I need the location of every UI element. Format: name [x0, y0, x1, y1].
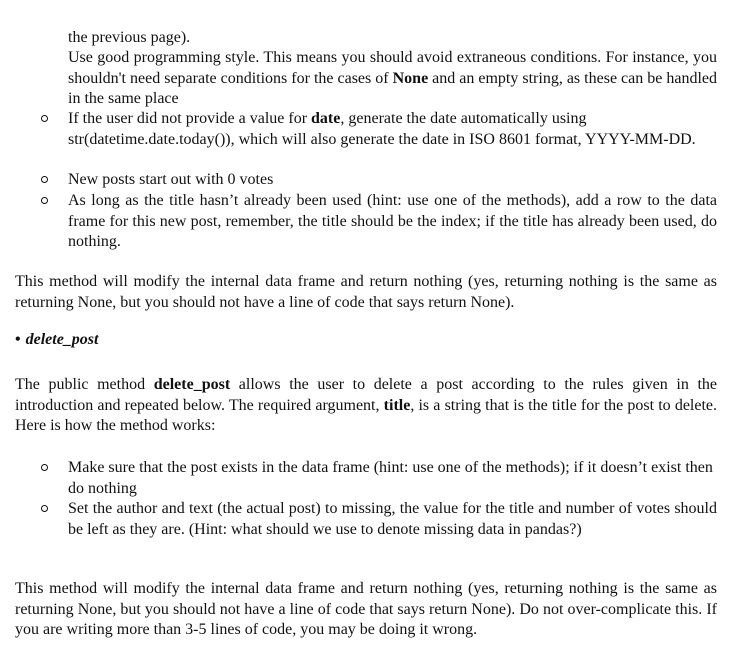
- circle-bullet-icon: [41, 197, 48, 204]
- none-keyword: None: [392, 69, 429, 87]
- document-page: the previous page). Use good programming style. This means you should avoid extraneous conditions. For instance, you shouldn't need separate conditions for the cases of None and an empty string, as these can be handled in the same place If the user did not provide a value for date, generate the date automatically using str(datetime.date.today()), which will also generate the date in ISO 8601 format, YYYY-MM-DD. New posts start out with 0 votes As long as the title hasn’t already been used (hint: use one of the methods), add a row to the data frame for this new post, remember, the title should be the index; if the title has already been used, do nothing. This method will modify the internal data frame and return nothing (yes, returning nothing is the same as returning None, but you should not have a line of code that says return None). • delete_post The public method delete_post allows the user to delete a post according to the rules given in the introduction and repeated below. The required argument, title, is a string that is the title for the post to delete. Here is how the method works: Make sure that the post exists in the data frame (hint: use one of the methods); if it doesn’t exist then do nothing Set the author and text (the actual post) to missing, the value for the title and number of votes should be left as they are. (Hint: what should we use to denote missing data in pandas?) This method will modify the internal data frame and return nothing (yes, returning nothing is the same as returning None, but you should not have a line of code that says return None). Do not over-complicate this. If you are writing more than 3-5 lines of code, you may be doing it wrong.: [0, 0, 748, 652]
- paragraph-intro: The public method delete_post allows the user to delete a post according to the rules given in the introduction and repeated below. The required argument, title, is a string that is the title for the post to delete. Here is how the method works:: [15, 376, 718, 434]
- style-note: Use good programming style. This means you should avoid extraneous conditions. For instance, you shouldn't need separate conditions for the cases of None and an empty string, as these can be handled in the same place: [68, 49, 718, 107]
- arg-name: title: [383, 396, 411, 414]
- circle-bullet-icon: [41, 115, 48, 122]
- section-heading: • delete_post: [15, 331, 99, 348]
- heading-bullet-icon: •: [15, 331, 21, 348]
- paragraph-return-note: This method will modify the internal data frame and return nothing (yes, returning nothing is the same as returning None, but you should not have a line of code that says return None).: [15, 273, 717, 311]
- continuation-line: the previous page).: [68, 29, 191, 46]
- paragraph-final-note: This method will modify the internal data frame and return nothing (yes, returning nothing is the same as returning None, but you should not have a line of code that says return None). Do not over-complicate this. If you are writing more than 3-5 lines of code, you may be doing it wrong.: [15, 580, 717, 638]
- method-name: delete_post: [153, 376, 231, 393]
- date-keyword: date: [311, 110, 341, 127]
- circle-bullet-icon: [41, 464, 48, 471]
- circle-bullet-icon: [41, 176, 48, 183]
- circle-bullet-icon: [41, 505, 48, 512]
